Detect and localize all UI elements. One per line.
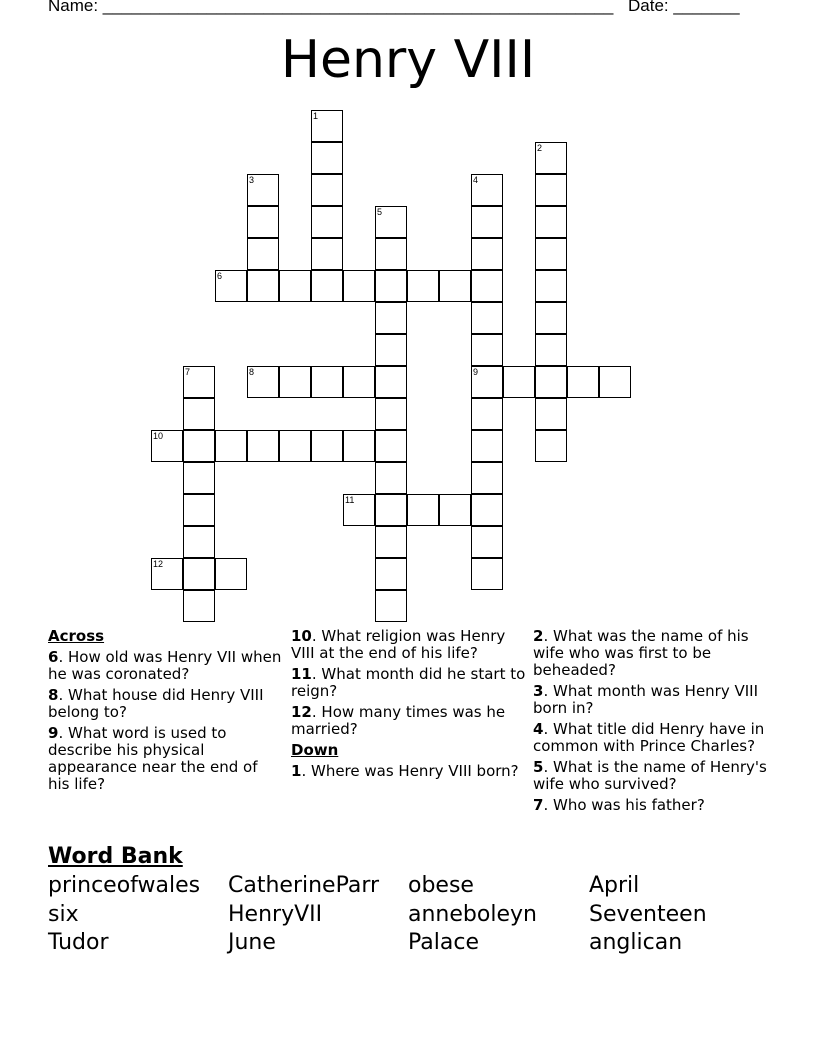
clue-down-4: 4. What title did Henry have in common with Prince Charles? bbox=[533, 720, 765, 755]
crossword-cell[interactable] bbox=[247, 270, 279, 302]
clue-text: What title did Henry have in common with Prince Charles? bbox=[533, 720, 765, 755]
cell-number: 5 bbox=[377, 207, 383, 217]
crossword-cell[interactable] bbox=[375, 462, 407, 494]
clue-number: 1 bbox=[291, 762, 302, 780]
cell-number: 8 bbox=[249, 367, 255, 377]
clue-down-7: 7. Who was his father? bbox=[533, 796, 705, 814]
clue-text: What month did he start to reign? bbox=[291, 665, 526, 700]
word-bank-item: Palace bbox=[408, 930, 479, 955]
crossword-cell[interactable] bbox=[471, 238, 503, 270]
crossword-cell[interactable] bbox=[311, 238, 343, 270]
crossword-cell[interactable] bbox=[535, 430, 567, 462]
crossword-cell[interactable] bbox=[343, 270, 375, 302]
crossword-cell[interactable] bbox=[311, 206, 343, 238]
clue-across-11: 11. What month did he start to reign? bbox=[291, 665, 526, 700]
clue-number: 9 bbox=[48, 724, 59, 742]
clue-across-10: 10. What religion was Henry VIII at the end of his life? bbox=[291, 627, 506, 662]
cell-number: 4 bbox=[473, 175, 479, 185]
clue-text: What house did Henry VIII belong to? bbox=[48, 686, 264, 721]
clue-text: What month was Henry VIII born in? bbox=[533, 682, 759, 717]
clue-text: Who was his father? bbox=[552, 796, 705, 814]
clue-text: How many times was he married? bbox=[291, 703, 506, 738]
crossword-cell[interactable] bbox=[279, 430, 311, 462]
crossword-cell[interactable] bbox=[183, 462, 215, 494]
crossword-cell[interactable] bbox=[471, 270, 503, 302]
clue-down-3: 3. What month was Henry VIII born in? bbox=[533, 682, 759, 717]
word-bank-item: obese bbox=[408, 873, 474, 898]
clue-number: 12 bbox=[291, 703, 312, 721]
crossword-cell[interactable] bbox=[311, 366, 343, 398]
word-bank-item: anneboleyn bbox=[408, 902, 537, 927]
word-bank-item: Tudor bbox=[48, 930, 109, 955]
crossword-cell[interactable] bbox=[311, 174, 343, 206]
crossword-cell[interactable] bbox=[247, 430, 279, 462]
crossword-cell[interactable] bbox=[375, 590, 407, 622]
crossword-cell[interactable] bbox=[375, 494, 407, 526]
crossword-cell[interactable] bbox=[375, 398, 407, 430]
crossword-cell[interactable] bbox=[535, 174, 567, 206]
clue-text: How old was Henry VII when he was coronated? bbox=[48, 648, 282, 683]
clue-number: 3 bbox=[533, 682, 544, 700]
word-bank-item: six bbox=[48, 902, 79, 927]
crossword-cell[interactable] bbox=[439, 270, 471, 302]
crossword-cell[interactable] bbox=[183, 398, 215, 430]
crossword-cell[interactable] bbox=[375, 526, 407, 558]
crossword-cell[interactable] bbox=[407, 494, 439, 526]
clue-number: 11 bbox=[291, 665, 312, 683]
crossword-cell[interactable] bbox=[375, 334, 407, 366]
crossword-cell[interactable] bbox=[183, 526, 215, 558]
clue-number: 2 bbox=[533, 627, 544, 645]
crossword-cell[interactable] bbox=[343, 430, 375, 462]
crossword-cell[interactable] bbox=[311, 142, 343, 174]
crossword-cell[interactable] bbox=[311, 270, 343, 302]
crossword-cell[interactable] bbox=[375, 430, 407, 462]
crossword-cell[interactable] bbox=[439, 494, 471, 526]
word-bank-item: April bbox=[589, 873, 640, 898]
clue-across-6: 6. How old was Henry VII when he was coronated? bbox=[48, 648, 282, 683]
crossword-cell[interactable] bbox=[535, 238, 567, 270]
crossword-cell[interactable] bbox=[183, 430, 215, 462]
clue-text: What word is used to describe his physical appearance near the end of his life? bbox=[48, 724, 258, 793]
crossword-cell[interactable] bbox=[535, 366, 567, 398]
clue-down-2: 2. What was the name of his wife who was first to be beheaded? bbox=[533, 627, 749, 679]
crossword-cell[interactable] bbox=[279, 366, 311, 398]
cell-number: 3 bbox=[249, 175, 255, 185]
clue-across-8: 8. What house did Henry VIII belong to? bbox=[48, 686, 264, 721]
clue-number: 4 bbox=[533, 720, 544, 738]
crossword-cell[interactable] bbox=[247, 238, 279, 270]
word-bank-item: HenryVII bbox=[228, 902, 323, 927]
crossword-cell[interactable] bbox=[375, 238, 407, 270]
clue-number: 6 bbox=[48, 648, 59, 666]
crossword-cell[interactable] bbox=[375, 366, 407, 398]
crossword-cell[interactable] bbox=[471, 334, 503, 366]
crossword-cell[interactable] bbox=[535, 398, 567, 430]
crossword-cell[interactable] bbox=[471, 494, 503, 526]
crossword-cell[interactable] bbox=[183, 494, 215, 526]
crossword-cell[interactable] bbox=[183, 590, 215, 622]
clue-text: Where was Henry VIII born? bbox=[310, 762, 519, 780]
cell-number: 11 bbox=[345, 495, 355, 505]
crossword-cell[interactable] bbox=[247, 206, 279, 238]
crossword-cell[interactable] bbox=[215, 430, 247, 462]
clues-column-3 bbox=[533, 628, 768, 818]
crossword-cell[interactable] bbox=[471, 526, 503, 558]
crossword-cell[interactable] bbox=[535, 270, 567, 302]
clue-down-1: 1. Where was Henry VIII born? bbox=[291, 762, 519, 780]
crossword-cell[interactable] bbox=[215, 558, 247, 590]
crossword-cell[interactable] bbox=[471, 206, 503, 238]
crossword-cell[interactable] bbox=[535, 206, 567, 238]
crossword-cell[interactable] bbox=[343, 366, 375, 398]
date-field-label: Date: _______ bbox=[628, 0, 740, 15]
crossword-cell[interactable] bbox=[279, 270, 311, 302]
crossword-cell[interactable] bbox=[567, 366, 599, 398]
crossword-cell[interactable] bbox=[471, 302, 503, 334]
word-bank-item: CatherineParr bbox=[228, 873, 380, 898]
clue-down-5: 5. What is the name of Henry's wife who survived? bbox=[533, 758, 767, 793]
crossword-cell[interactable] bbox=[183, 558, 215, 590]
cell-number: 7 bbox=[185, 367, 191, 377]
crossword-cell[interactable] bbox=[375, 270, 407, 302]
word-bank-title: Word Bank bbox=[48, 844, 183, 869]
down-heading: Down bbox=[291, 741, 339, 759]
crossword-cell[interactable] bbox=[471, 462, 503, 494]
crossword-cell[interactable] bbox=[471, 558, 503, 590]
cell-number: 6 bbox=[217, 271, 223, 281]
word-bank-item: anglican bbox=[589, 930, 683, 955]
clue-across-9: 9. What word is used to describe his physical appearance near the end of his life? bbox=[48, 724, 258, 793]
cell-number: 10 bbox=[153, 431, 164, 441]
crossword-cell[interactable] bbox=[471, 398, 503, 430]
word-bank-item: princeofwales bbox=[48, 873, 201, 898]
name-field-label: Name: ______________________________________________________ bbox=[48, 0, 614, 15]
word-bank-item: Seventeen bbox=[589, 902, 707, 927]
page-title: Henry VIII bbox=[280, 30, 536, 90]
crossword-cell[interactable] bbox=[375, 558, 407, 590]
word-bank-item: June bbox=[228, 930, 276, 955]
clue-text: What religion was Henry VIII at the end of his life? bbox=[291, 627, 506, 662]
clues-column-1 bbox=[48, 628, 283, 797]
cell-number: 2 bbox=[537, 143, 543, 153]
crossword-cell[interactable] bbox=[599, 366, 631, 398]
crossword-cell[interactable] bbox=[503, 366, 535, 398]
clue-number: 8 bbox=[48, 686, 59, 704]
crossword-cell[interactable] bbox=[407, 270, 439, 302]
crossword-cell[interactable] bbox=[535, 334, 567, 366]
across-heading: Across bbox=[48, 627, 105, 645]
clue-number: 10 bbox=[291, 627, 312, 645]
cell-number: 12 bbox=[153, 559, 164, 569]
clues-column-2 bbox=[291, 628, 526, 784]
clue-text: What is the name of Henry's wife who survived? bbox=[533, 758, 767, 793]
crossword-cell[interactable] bbox=[535, 302, 567, 334]
clue-text: What was the name of his wife who was first to be beheaded? bbox=[533, 627, 749, 679]
cell-number: 1 bbox=[313, 111, 319, 121]
cell-number: 9 bbox=[473, 367, 479, 377]
crossword-cell[interactable] bbox=[311, 430, 343, 462]
clue-across-12: 12. How many times was he married? bbox=[291, 703, 506, 738]
clue-number: 5 bbox=[533, 758, 544, 776]
clue-number: 7 bbox=[533, 796, 544, 814]
crossword-cell[interactable] bbox=[471, 430, 503, 462]
crossword-cell[interactable] bbox=[375, 302, 407, 334]
